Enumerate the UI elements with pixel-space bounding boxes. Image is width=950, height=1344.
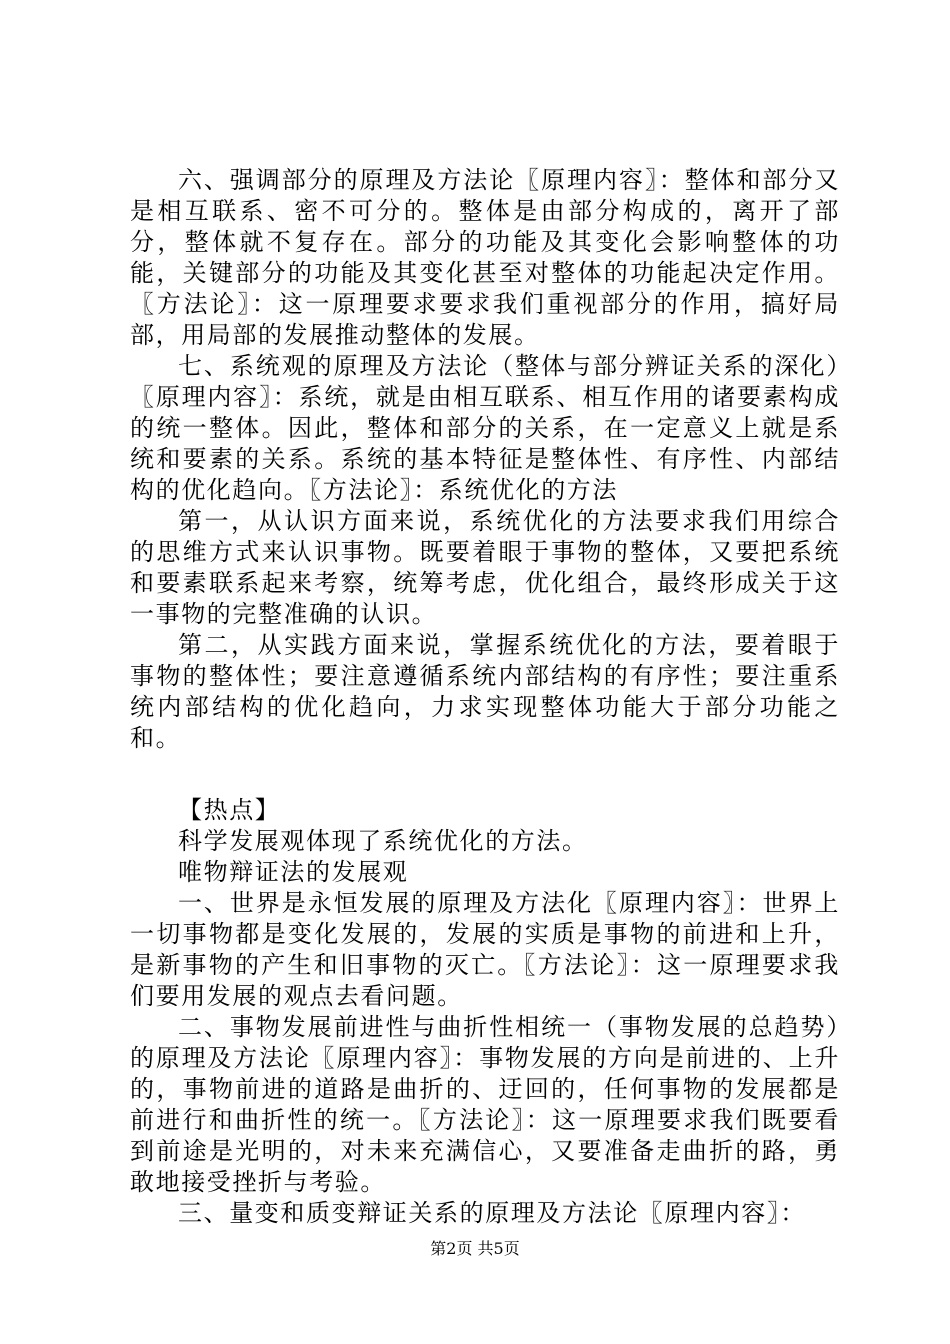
paragraph-hotspot-heading: 【热点】 [178,796,281,824]
paragraph-section-seven: 七、系统观的原理及方法论（整体与部分辨证关系的深化）〖原理内容〗：系统，就是由相互联系、相互作用的诸要素构成的统一整体。因此，整体和部分的关系，在一定意义上就是系统和要素的关系。系统的基本特征是整体性、有序性、内部结构的优化趋向。〖方法论〗：系统优化的方法 [130,352,840,504]
paragraph-first-cognition: 第一，从认识方面来说，系统优化的方法要求我们用综合的思维方式来认识事物。既要着眼于事物的整体，又要把系统和要素联系起来考察，统筹考虑，优化组合，最终形成关于这一事物的完整准确的认识。 [130,507,840,628]
page-number-footer: 第2页 共5页 [430,1239,520,1258]
document-body [130,165,840,1229]
paragraph-second-practice: 第二，从实践方面来说，掌握系统优化的方法，要着眼于事物的整体性；要注意遵循系统内部结构的有序性；要注重系统内部结构的优化趋向，力求实现整体功能大于部分功能之和。 [130,631,840,752]
paragraph-section-six: 六、强调部分的原理及方法论〖原理内容〗：整体和部分又是相互联系、密不可分的。整体是由部分构成的，离开了部分，整体就不复存在。部分的功能及其变化会影响整体的功能，关键部分的功能及其变化甚至对整体的功能起决定作用。〖方法论〗：这一原理要求要求我们重视部分的作用，搞好局部，用局部的发展推动整体的发展。 [130,166,840,349]
paragraph-development-three: 三、量变和质变辩证关系的原理及方法论〖原理内容〗： [178,1199,806,1227]
paragraph-hotspot-text: 科学发展观体现了系统优化的方法。 [178,827,588,855]
paragraph-development-two: 二、事物发展前进性与曲折性相统一（事物发展的总趋势）的原理及方法论〖原理内容〗：事物发展的方向是前进的、上升的，事物前进的道路是曲折的、迂回的，任何事物的发展都是前进行和曲折性的统一。〖方法论〗：这一原理要求我们既要看到前途是光明的，对未来充满信心，又要准备走曲折的路，勇敢地接受挫折与考验。 [130,1013,840,1196]
paragraph-development-view-heading: 唯物辩证法的发展观 [178,858,409,886]
paragraph-development-one: 一、世界是永恒发展的原理及方法化〖原理内容〗：世界上一切事物都是变化发展的，发展的实质是事物的前进和上升，是新事物的产生和旧事物的灭亡。〖方法论〗：这一原理要求我们要用发展的观点去看问题。 [130,889,840,1010]
paragraph-gap [130,754,840,795]
